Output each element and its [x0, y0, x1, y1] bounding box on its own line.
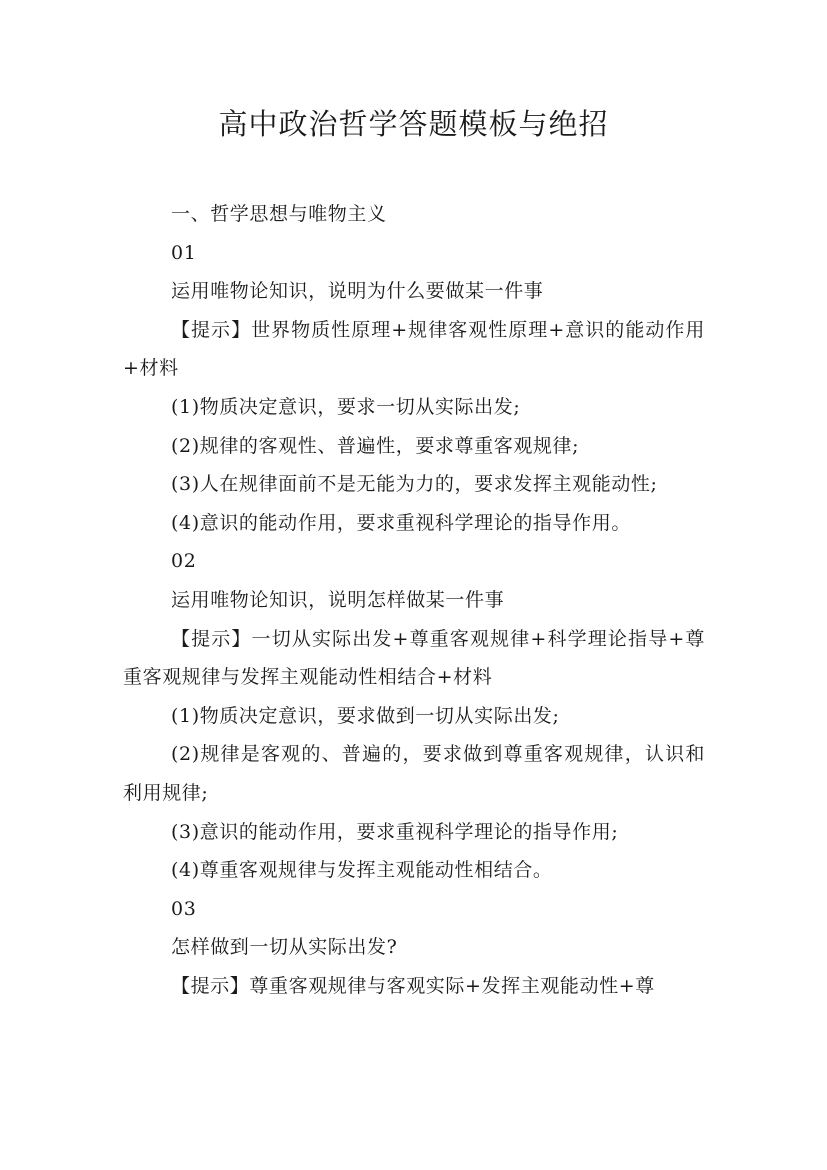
answer-point: (4)尊重客观规律与发挥主观能动性相结合。 [171, 859, 553, 882]
document-body [123, 195, 705, 1005]
answer-point: (3)意识的能动作用，要求重视科学理论的指导作用; [171, 820, 619, 843]
answer-point: (1)物质决定意识，要求做到一切从实际出发; [171, 704, 560, 727]
question: 怎样做到一切从实际出发? [171, 936, 398, 959]
section-heading: 一、哲学思想与唯物主义 [171, 203, 387, 225]
item-number: 03 [171, 897, 197, 920]
question: 运用唯物论知识，说明怎样做某一件事 [171, 588, 505, 611]
answer-point: (2)规律的客观性、普遍性，要求尊重客观规律; [171, 434, 580, 457]
hint-paragraph: 【提示】世界物质性原理+规律客观性原理+意识的能动作用+材料 [123, 318, 705, 380]
question: 运用唯物论知识，说明为什么要做某一件事 [171, 280, 544, 303]
answer-point: (3)人在规律面前不是无能为力的，要求发挥主观能动性; [171, 473, 658, 496]
item-number: 01 [171, 241, 197, 264]
document-title: 高中政治哲学答题模板与绝招 [218, 107, 609, 141]
answer-point: (4)意识的能动作用，要求重视科学理论的指导作用。 [171, 511, 631, 534]
item-number: 02 [171, 550, 197, 573]
hint-paragraph: 【提示】尊重客观规律与客观实际+发挥主观能动性+尊 [171, 974, 655, 997]
answer-point: (1)物质决定意识，要求一切从实际出发; [171, 395, 521, 418]
hint-paragraph: 【提示】一切从实际出发+尊重客观规律+科学理论指导+尊重客观规律与发挥主观能动性相结合+材料 [123, 627, 705, 689]
answer-point: (2)规律是客观的、普遍的，要求做到尊重客观规律，认识和利用规律; [123, 743, 705, 804]
